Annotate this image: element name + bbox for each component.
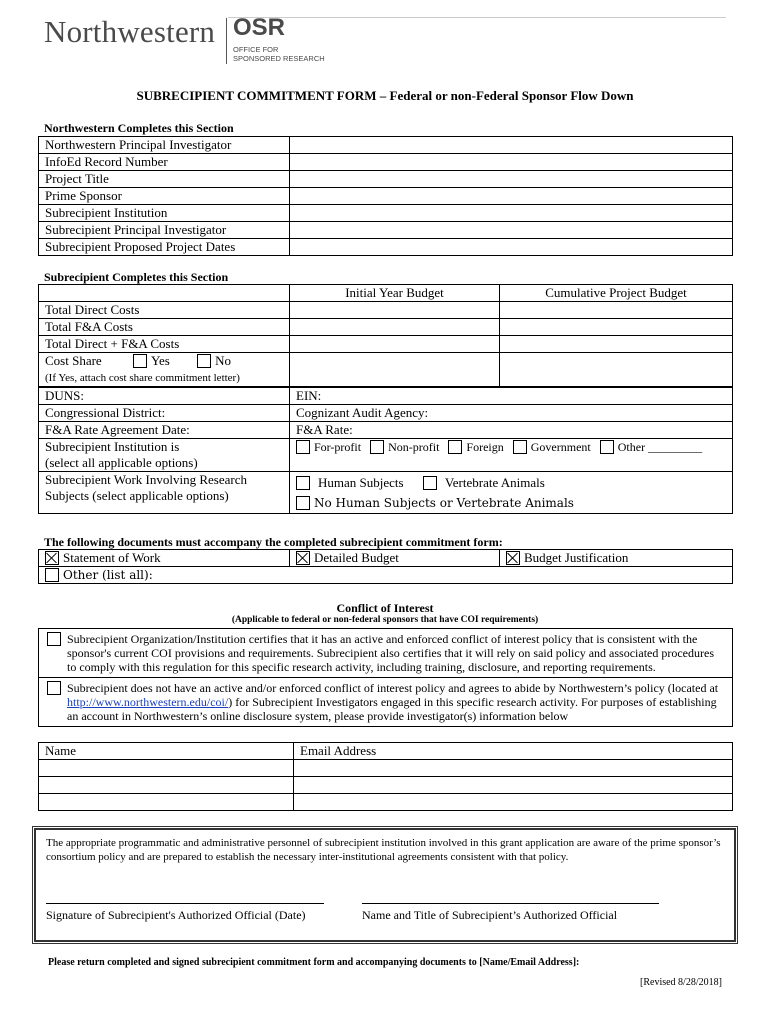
- table-row: [39, 222, 733, 239]
- coi-table: [38, 628, 733, 727]
- option-label: For-profit: [314, 440, 362, 454]
- table-row: [39, 319, 733, 336]
- initial-cost-share-field[interactable]: [290, 353, 500, 387]
- justification-checkbox[interactable]: [506, 551, 520, 565]
- prime-sponsor-field[interactable]: [290, 188, 733, 205]
- sub-pi-field[interactable]: [290, 222, 733, 239]
- row-label: Total Direct Costs: [39, 302, 290, 319]
- no-human-checkbox[interactable]: [296, 496, 310, 510]
- signature-statement: The appropriate programmatic and administrative personnel of subrecipient institution involved in this grant application are aware of the prime sponsor’s consortium policy and are prepared to establish the necessary inter-institutional agreements consistent with that policy.: [46, 837, 721, 863]
- other-docs-checkbox[interactable]: [45, 568, 59, 582]
- logo-subtitle: [233, 45, 393, 63]
- coi-policy-link[interactable]: http://www.northwestern.edu/coi/: [67, 695, 229, 709]
- logo-northwestern: Northwestern: [44, 14, 216, 49]
- human-subjects-checkbox[interactable]: [296, 476, 310, 490]
- coi-heading: Conflict of Interest: [336, 601, 434, 615]
- signature-line[interactable]: [46, 903, 324, 904]
- doc-other-label: Other (list all):: [63, 568, 153, 583]
- table-row: [39, 439, 733, 472]
- infoed-field[interactable]: [290, 154, 733, 171]
- name-field[interactable]: [39, 760, 294, 777]
- logo-sub-line2: SPONSORED RESEARCH: [233, 54, 325, 63]
- name-title-line[interactable]: [362, 903, 659, 904]
- col-name-header: Name: [39, 743, 294, 760]
- cumulative-cost-share-field[interactable]: [500, 353, 733, 387]
- cognizant-label[interactable]: Cognizant Audit Agency:: [290, 405, 733, 422]
- col-cumulative-header: Cumulative Project Budget: [500, 285, 733, 302]
- table-row: [39, 550, 733, 567]
- table-row: [39, 794, 733, 811]
- table-row: [39, 629, 733, 678]
- fa-agreement-label: F&A Rate Agreement Date:: [39, 422, 290, 439]
- cumulative-total-field[interactable]: [500, 336, 733, 353]
- empty-header: [39, 285, 290, 302]
- doc-other-cell: [39, 567, 733, 584]
- option-label: Foreign: [466, 440, 504, 454]
- cost-share-no-checkbox[interactable]: [197, 354, 211, 368]
- initial-total-field[interactable]: [290, 336, 500, 353]
- logo-sub-line1: OFFICE FOR: [233, 45, 279, 54]
- table-row: [39, 777, 733, 794]
- inst-is-label: Subrecipient Institution is: [45, 439, 180, 454]
- initial-fa-field[interactable]: [290, 319, 500, 336]
- vertebrate-checkbox[interactable]: [423, 476, 437, 490]
- other-checkbox[interactable]: [600, 440, 614, 454]
- human-label: Human Subjects: [318, 475, 404, 490]
- table-row: [39, 336, 733, 353]
- col-initial-header: Initial Year Budget: [290, 285, 500, 302]
- cost-share-note: (If Yes, attach cost share commitment letter): [45, 372, 240, 385]
- logo-divider: [226, 18, 227, 64]
- coi-option-1-checkbox[interactable]: [47, 632, 61, 646]
- inst-options-cell: [290, 439, 733, 472]
- institution-table: [38, 387, 733, 514]
- coi-option-2: [39, 678, 733, 727]
- nu-section-heading: Northwestern Completes this Section: [44, 121, 234, 135]
- table-row: [39, 388, 733, 405]
- ein-label[interactable]: EIN:: [290, 388, 733, 405]
- table-row: [39, 188, 733, 205]
- table-row: [39, 171, 733, 188]
- table-row: [39, 743, 733, 760]
- doc-label: Budget Justification: [524, 550, 629, 565]
- table-row: [39, 285, 733, 302]
- row-label: Subrecipient Institution: [39, 205, 290, 222]
- cumulative-direct-field[interactable]: [500, 302, 733, 319]
- yes-label: Yes: [150, 353, 170, 368]
- table-row: [39, 239, 733, 256]
- nu-pi-field[interactable]: [290, 137, 733, 154]
- cost-share-yes-checkbox[interactable]: [133, 354, 147, 368]
- return-instructions: Please return completed and signed subrecipient commitment form and accompanying documents to [Name/Email Address]:: [48, 957, 580, 968]
- table-row: [39, 205, 733, 222]
- form-title: SUBRECIPIENT COMMITMENT FORM – Federal or non-Federal Sponsor Flow Down: [136, 88, 634, 103]
- work-label-1: Subrecipient Work Involving Research: [45, 472, 247, 487]
- option-label: Other _________: [617, 440, 703, 454]
- row-label: InfoEd Record Number: [39, 154, 290, 171]
- inst-type-cell: [39, 439, 290, 472]
- row-label: Prime Sponsor: [39, 188, 290, 205]
- table-row: [39, 302, 733, 319]
- vertebrate-label: Vertebrate Animals: [444, 475, 545, 490]
- option-label: Government: [530, 440, 591, 454]
- row-label: Northwestern Principal Investigator: [39, 137, 290, 154]
- government-checkbox[interactable]: [513, 440, 527, 454]
- for-profit-checkbox[interactable]: [296, 440, 310, 454]
- table-row: [39, 422, 733, 439]
- congressional-label: Congressional District:: [39, 405, 290, 422]
- budget-table: [38, 284, 733, 387]
- doc-label: Detailed Budget: [314, 550, 399, 565]
- name-title-label: Name and Title of Subrecipient’s Authorized Official: [362, 908, 618, 922]
- row-label: Total Direct + F&A Costs: [39, 336, 290, 353]
- row-label: Subrecipient Proposed Project Dates: [39, 239, 290, 256]
- inst-select-label: (select all applicable options): [45, 455, 198, 470]
- project-title-field[interactable]: [290, 171, 733, 188]
- name-field[interactable]: [39, 794, 294, 811]
- docs-table: [38, 549, 733, 584]
- work-options-cell: [290, 472, 733, 514]
- cost-share-cell: [39, 353, 290, 387]
- email-field[interactable]: [294, 794, 733, 811]
- cost-share-label: Cost Share: [45, 353, 102, 368]
- foreign-checkbox[interactable]: [448, 440, 462, 454]
- table-row: [39, 137, 733, 154]
- revision-date: [Revised 8/28/2018]: [640, 977, 722, 988]
- coi-option-1: [39, 629, 733, 678]
- header-rule: [228, 17, 726, 18]
- project-dates-field[interactable]: [290, 239, 733, 256]
- table-row: [39, 760, 733, 777]
- coi-option-2-text-b: ) for Subrecipient Investigators engaged in this specific research activity. For purposes of establishing an account in Northwestern’s online disclosure system, please provide investigator(s) information below: [67, 695, 717, 723]
- no-human-label: No Human Subjects or Vertebrate Animals: [314, 496, 574, 510]
- row-label: Total F&A Costs: [39, 319, 290, 336]
- work-cell: [39, 472, 290, 514]
- fa-rate-label[interactable]: F&A Rate:: [290, 422, 733, 439]
- doc-justification-cell: [500, 550, 733, 567]
- col-email-header: Email Address: [294, 743, 733, 760]
- table-row: [39, 678, 733, 727]
- non-profit-checkbox[interactable]: [370, 440, 384, 454]
- option-label: Non-profit: [388, 440, 440, 454]
- budget-checkbox[interactable]: [296, 551, 310, 565]
- table-row: [39, 405, 733, 422]
- doc-label: Statement of Work: [63, 550, 161, 565]
- docs-heading: The following documents must accompany the completed subrecipient commitment form:: [44, 535, 503, 549]
- doc-budget-cell: [290, 550, 500, 567]
- coi-option-1-text: Subrecipient Organization/Institution certifies that it has an active and enforced conflict of interest policy that is consistent with the sponsor's current COI provisions and requirements. Subrecipient also certifies that it will rely on said policy and associated procedures to comply with this regulation for this specific research activity, including training, disclosure, and reporting requirements.: [67, 632, 714, 674]
- doc-sow-cell: [39, 550, 290, 567]
- sow-checkbox[interactable]: [45, 551, 59, 565]
- coi-option-2-text-a: Subrecipient does not have an active and/or enforced conflict of interest policy and agrees to abide by Northwestern’s policy (located at: [67, 681, 719, 695]
- duns-label: DUNS:: [39, 388, 290, 405]
- table-row: [39, 567, 733, 584]
- initial-direct-field[interactable]: [290, 302, 500, 319]
- name-field[interactable]: [39, 777, 294, 794]
- nu-section-table: [38, 136, 733, 256]
- table-row: [39, 472, 733, 514]
- row-label: Project Title: [39, 171, 290, 188]
- investigator-table: [38, 742, 733, 811]
- signature-label: Signature of Subrecipient's Authorized Official (Date): [46, 908, 306, 922]
- row-label: Subrecipient Principal Investigator: [39, 222, 290, 239]
- sub-institution-field[interactable]: [290, 205, 733, 222]
- table-row: [39, 353, 733, 387]
- email-field[interactable]: [294, 760, 733, 777]
- coi-subheading: (Applicable to federal or non-federal sponsors that have COI requirements): [231, 615, 539, 625]
- coi-option-2-checkbox[interactable]: [47, 681, 61, 695]
- email-field[interactable]: [294, 777, 733, 794]
- logo-osr: OSR: [233, 14, 286, 41]
- cumulative-fa-field[interactable]: [500, 319, 733, 336]
- sub-section-heading: Subrecipient Completes this Section: [44, 270, 229, 284]
- work-label-2: Subjects (select applicable options): [45, 488, 229, 503]
- no-label: No: [215, 353, 232, 368]
- table-row: [39, 154, 733, 171]
